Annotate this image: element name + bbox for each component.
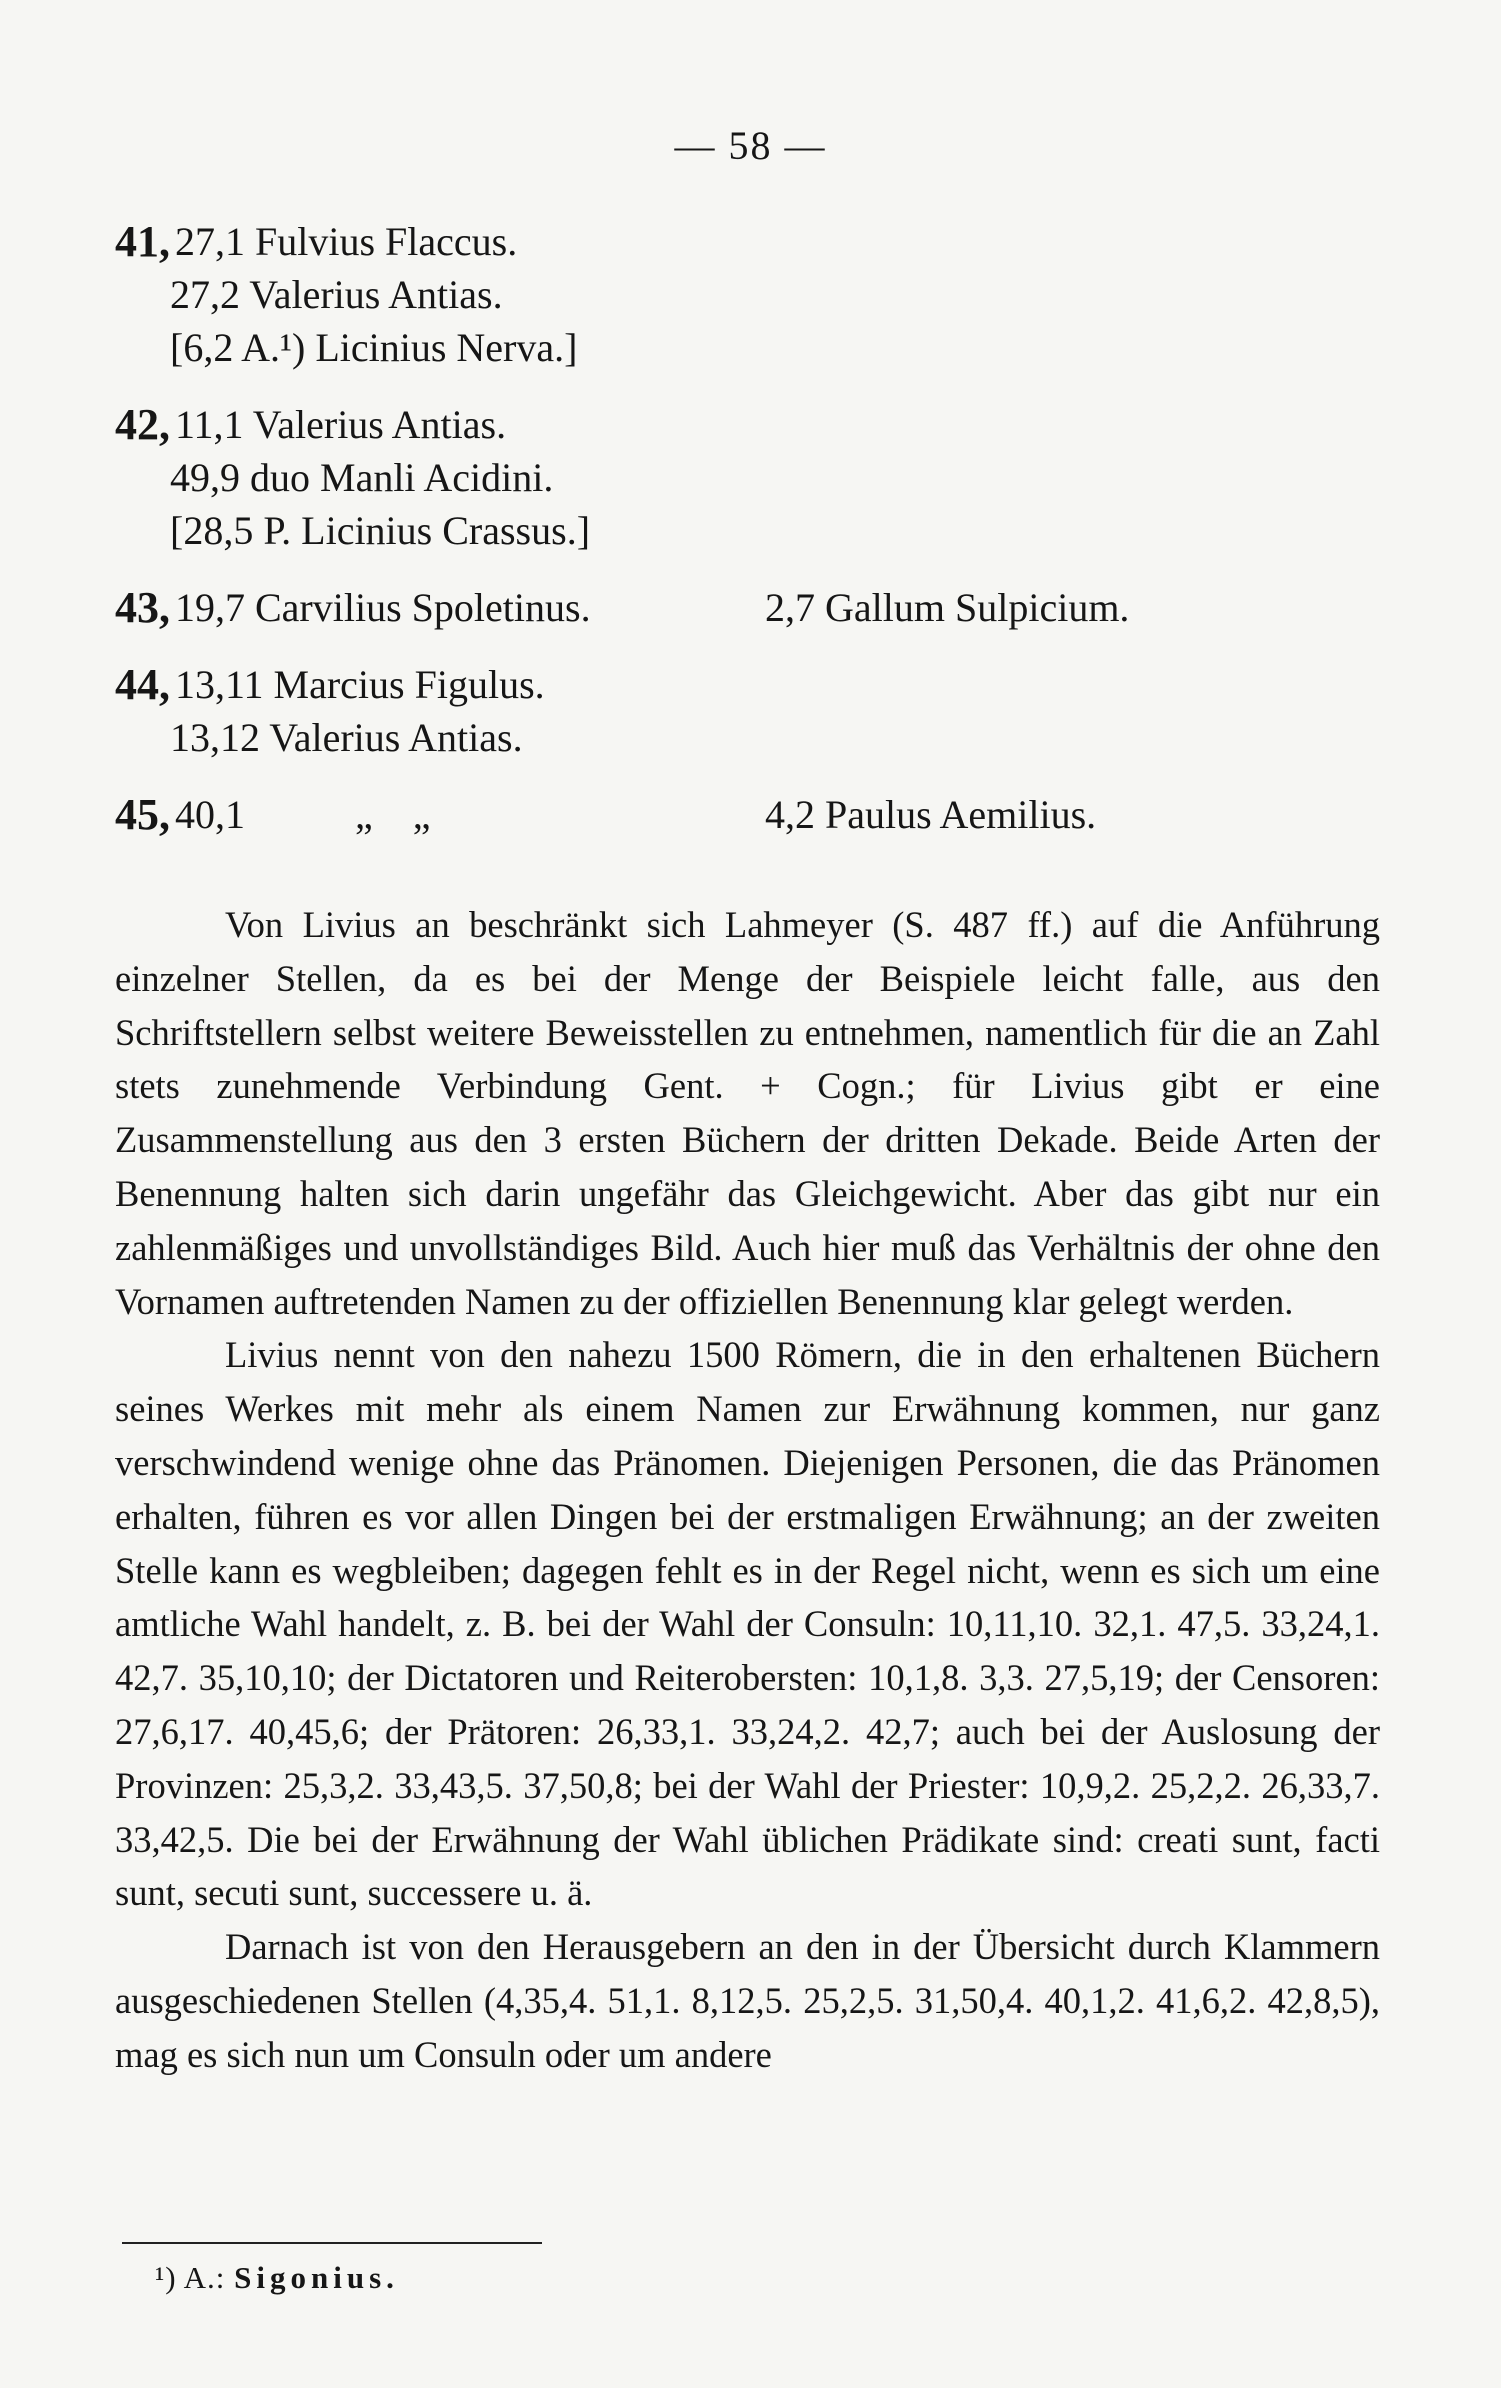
- ref-entry: [115, 581, 1405, 634]
- ref-entry: [115, 215, 1405, 268]
- paragraph: Von Livius an beschränkt sich Lahmeyer (S. 487 ff.) auf die Anführung einzelner Stellen, da es bei der Menge der Beispiele leicht falle, aus den Schriftstellern selbst weitere Beweisstellen zu entnehmen, namentlich für die an Zahl stets zunehmende Verbindung Gent. + Cogn.; für Livius gibt er eine Zusammenstellung aus den 3 ersten Büchern der dritten Dekade. Beide Arten der Benennung halten sich darin ungefähr das Gleichgewicht. Aber das gibt nur ein zahlenmäßiges und unvollständiges Bild. Auch hier muß das Verhältnis der ohne den Vornamen auftretenden Namen zu der offiziellen Benennung klar gelegt werden.: [115, 904, 1380, 1322]
- ref-location: 13,12 Valerius Antias.: [170, 715, 523, 760]
- page-number: — 58 —: [674, 123, 827, 168]
- ref-right-column: 2,7 Gallum Sulpicium.: [765, 585, 1130, 630]
- paragraph: Livius nennt von den nahezu 1500 Römern, die in den erhaltenen Büchern seines Werkes mit mehr als einem Namen zur Erwähnung kommen, nur ganz verschwindend wenige ohne das Pränomen. Diejenigen Personen, die das Pränomen erhalten, führen es vor allen Dingen bei der erstmaligen Erwähnung; an der zweiten Stelle kann es wegbleiben; dagegen fehlt es in der Regel nicht, wenn es sich um eine amtliche Wahl handelt, z. B. bei der Wahl der Consuln: 10,11,10. 32,1. 47,5. 33,24,1. 42,7. 35,10,10; der Dictatoren und Reiterobersten: 10,1,8. 3,3. 27,5,19; der Censoren: 27,6,17. 40,45,6; der Prätoren: 26,33,1. 33,24,2. 42,7; auch bei der Auslosung der Provinzen: 25,3,2. 33,43,5. 37,50,8; bei der Wahl der Priester: 10,9,2. 25,2,2. 26,33,7. 33,42,5. Die bei der Erwähnung der Wahl üblichen Prädikate sind: creati sunt, facti sunt, secuti sunt, successere u. ä.: [115, 1334, 1380, 1914]
- ref-location: 27,1 Fulvius Flaccus.: [175, 219, 518, 264]
- reference-list: [115, 215, 1405, 841]
- book-number: 44,: [115, 660, 170, 709]
- footnote-text: Sigonius.: [234, 2260, 399, 2295]
- ref-entry: [115, 788, 1405, 841]
- footnote-rule: [122, 2242, 542, 2244]
- ref-location: 49,9 duo Manli Acidini.: [170, 455, 554, 500]
- ref-entry: [115, 268, 1405, 321]
- footnote: [155, 2260, 399, 2296]
- ref-entry: [115, 398, 1405, 451]
- ref-location: 19,7 Carvilius Spoletinus.: [175, 585, 591, 630]
- ref-right-column: 4,2 Paulus Aemilius.: [765, 792, 1097, 837]
- ref-entry: [115, 658, 1405, 711]
- ref-entry: [115, 711, 1405, 764]
- ref-location: 11,1 Valerius Antias.: [175, 402, 507, 447]
- ref-entry: [115, 451, 1405, 504]
- ditto-marks: „ „: [355, 792, 431, 837]
- ref-entry: [115, 504, 1405, 557]
- footnote-mark: ¹) A.:: [155, 2260, 226, 2295]
- paragraph: Darnach ist von den Herausgebern an den in der Übersicht durch Klammern ausgeschiedenen Stellen (4,35,4. 51,1. 8,12,5. 25,2,5. 31,50,4. 40,1,2. 41,6,2. 42,8,5), mag es sich nun um Consuln oder um andere: [115, 1926, 1380, 2075]
- ref-location: [6,2 A.¹) Licinius Nerva.]: [170, 325, 578, 370]
- book-number: 41,: [115, 217, 170, 266]
- ref-location: 27,2 Valerius Antias.: [170, 272, 503, 317]
- body-text: [115, 898, 1380, 2082]
- book-number: 43,: [115, 583, 170, 632]
- ref-entry: [115, 321, 1405, 374]
- book-number: 45,: [115, 790, 170, 839]
- ref-location: [28,5 P. Licinius Crassus.]: [170, 508, 591, 553]
- ref-location: 13,11 Marcius Figulus.: [175, 662, 545, 707]
- book-number: 42,: [115, 400, 170, 449]
- ref-location: 40,1: [175, 792, 245, 837]
